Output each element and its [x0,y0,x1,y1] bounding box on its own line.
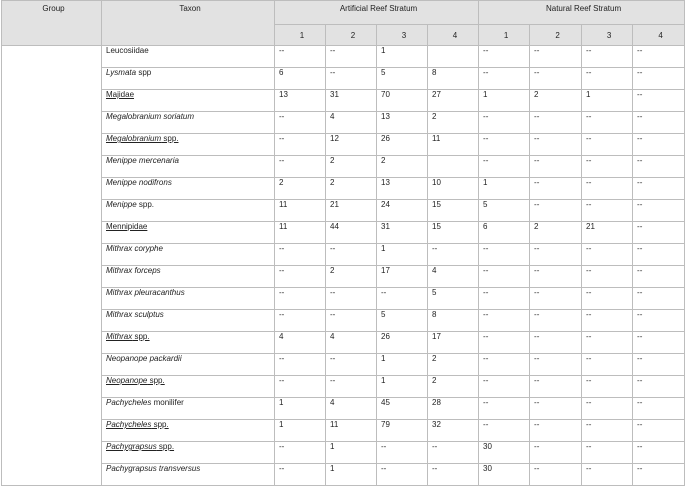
stratum-header: 1 [275,25,326,46]
natural-stratum-3-count: -- [582,200,633,222]
artificial-stratum-2-count: 4 [326,112,377,134]
table-row [2,222,685,244]
natural-stratum-3-count: -- [582,288,633,310]
natural-stratum-2-count: -- [530,354,582,376]
taxon-name-part: Majidae [106,90,135,99]
artificial-stratum-1-count: 11 [275,222,326,244]
natural-stratum-4-count: -- [633,288,685,310]
table-row [2,46,685,68]
table-row [2,442,685,464]
natural-stratum-2-count: -- [530,310,582,332]
artificial-stratum-2-count: 44 [326,222,377,244]
natural-stratum-1-count: -- [479,266,530,288]
natural-stratum-3-count: -- [582,310,633,332]
natural-stratum-4-count: -- [633,222,685,244]
artificial-stratum-3-count: 31 [377,222,428,244]
artificial-stratum-1-count: -- [275,354,326,376]
taxon-name-part: Mithrax forceps [106,266,161,275]
taxon-name-part: spp. [136,200,155,209]
natural-stratum-2-count: -- [530,244,582,266]
table-row [2,288,685,310]
artificial-stratum-1-count: -- [275,464,326,486]
taxon-name-part: Menippe [106,200,137,209]
taxon-cell [102,288,275,310]
artificial-stratum-4-count: 15 [428,222,479,244]
natural-stratum-1-count: -- [479,376,530,398]
natural-stratum-3-count: -- [582,398,633,420]
artificial-stratum-4-count [428,156,479,178]
artificial-stratum-4-count [428,46,479,68]
natural-stratum-2-count: -- [530,266,582,288]
stratum-header: 4 [428,25,479,46]
table-row [2,244,685,266]
artificial-stratum-2-count: 11 [326,420,377,442]
taxon-name-part: spp. [151,420,169,429]
stratum-header: 2 [530,25,582,46]
taxon-cell [102,442,275,464]
artificial-stratum-4-count: 11 [428,134,479,156]
natural-stratum-4-count: -- [633,112,685,134]
natural-stratum-2-count: -- [530,420,582,442]
artificial-stratum-3-count: 1 [377,354,428,376]
natural-stratum-2-count: -- [530,68,582,90]
taxon-name-part: monilifer [151,398,184,407]
artificial-stratum-3-count: 13 [377,112,428,134]
artificial-stratum-1-count: 2 [275,178,326,200]
natural-stratum-1-count: -- [479,310,530,332]
taxon-name-part: spp [136,68,152,77]
natural-stratum-1-count: 30 [479,464,530,486]
natural-stratum-4-count: -- [633,266,685,288]
artificial-stratum-4-count: 2 [428,376,479,398]
natural-stratum-2-count: -- [530,46,582,68]
taxon-cell [102,156,275,178]
artificial-stratum-4-count: 10 [428,178,479,200]
natural-stratum-4-count: -- [633,310,685,332]
artificial-stratum-4-count: 32 [428,420,479,442]
taxon-name-part: Megalobranium soriatum [106,112,195,121]
taxon-name-part: spp. [132,332,150,341]
artificial-stratum-1-count: -- [275,112,326,134]
natural-stratum-1-count: -- [479,420,530,442]
natural-stratum-4-count: -- [633,332,685,354]
natural-stratum-3-count: -- [582,134,633,156]
taxon-name-part: Neopanope [106,376,148,385]
natural-stratum-2-count: -- [530,464,582,486]
artificial-stratum-3-count: 79 [377,420,428,442]
natural-stratum-3-count: -- [582,156,633,178]
artificial-stratum-4-count: 17 [428,332,479,354]
table-row [2,376,685,398]
natural-stratum-4-count: -- [633,156,685,178]
natural-stratum-1-count: -- [479,112,530,134]
taxon-name-part: Pachycheles [106,420,152,429]
natural-stratum-1-count: 30 [479,442,530,464]
artificial-stratum-2-count: -- [326,46,377,68]
stratum-header: 2 [326,25,377,46]
taxon-cell [102,332,275,354]
natural-stratum-4-count: -- [633,178,685,200]
artificial-stratum-2-count: -- [326,376,377,398]
natural-stratum-1-count: -- [479,398,530,420]
taxon-cell [102,222,275,244]
taxon-name-part: Mithrax coryphe [106,244,163,253]
natural-stratum-1-count: -- [479,156,530,178]
artificial-stratum-4-count: 28 [428,398,479,420]
artificial-stratum-4-count: -- [428,464,479,486]
artificial-stratum-1-count: -- [275,244,326,266]
taxon-name-part: Lysmata [106,68,137,77]
artificial-stratum-4-count: 4 [428,266,479,288]
natural-stratum-3-count: -- [582,46,633,68]
artificial-stratum-2-count: -- [326,244,377,266]
natural-stratum-3-count: 21 [582,222,633,244]
artificial-stratum-1-count: 13 [275,90,326,112]
taxon-cell [102,90,275,112]
natural-stratum-4-count: -- [633,134,685,156]
natural-stratum-3-count: -- [582,178,633,200]
taxon-name-part: Pachygrapsus transversus [106,464,201,473]
stratum-header: 3 [582,25,633,46]
artificial-stratum-3-count: -- [377,464,428,486]
artificial-stratum-3-count: 1 [377,376,428,398]
natural-stratum-1-count: 6 [479,222,530,244]
artificial-reef-stratum-header: Artificial Reef Stratum [275,1,479,25]
taxon-name-part: Megalobranium [106,134,162,143]
artificial-stratum-1-count: -- [275,134,326,156]
artificial-stratum-1-count: 11 [275,200,326,222]
table-row [2,354,685,376]
taxon-cell [102,266,275,288]
artificial-stratum-2-count: 21 [326,200,377,222]
artificial-stratum-3-count: 5 [377,310,428,332]
artificial-stratum-2-count: 1 [326,442,377,464]
natural-stratum-4-count: -- [633,68,685,90]
taxon-cell [102,178,275,200]
natural-stratum-3-count: -- [582,266,633,288]
taxon-name-part: Mennipidae [106,222,148,231]
artificial-stratum-1-count: 1 [275,420,326,442]
artificial-stratum-3-count: 13 [377,178,428,200]
table-row [2,112,685,134]
stratum-header: 4 [633,25,685,46]
artificial-stratum-2-count: 12 [326,134,377,156]
natural-reef-stratum-header: Natural Reef Stratum [479,1,685,25]
artificial-stratum-3-count: 17 [377,266,428,288]
natural-stratum-4-count: -- [633,376,685,398]
taxon-cell [102,134,275,156]
artificial-stratum-4-count: 27 [428,90,479,112]
taxon-cell [102,112,275,134]
artificial-stratum-1-count: 6 [275,68,326,90]
artificial-stratum-1-count: 1 [275,398,326,420]
natural-stratum-3-count: 1 [582,90,633,112]
natural-stratum-1-count: -- [479,288,530,310]
natural-stratum-1-count: -- [479,354,530,376]
table-row [2,90,685,112]
natural-stratum-1-count: -- [479,244,530,266]
table-row [2,464,685,486]
artificial-stratum-3-count: 1 [377,244,428,266]
natural-stratum-3-count: -- [582,464,633,486]
artificial-stratum-1-count: -- [275,156,326,178]
artificial-stratum-4-count: 8 [428,68,479,90]
artificial-stratum-4-count: 2 [428,112,479,134]
natural-stratum-2-count: -- [530,442,582,464]
natural-stratum-1-count: 1 [479,90,530,112]
artificial-stratum-3-count: 24 [377,200,428,222]
taxon-name-part: Menippe mercenaria [106,156,179,165]
natural-stratum-1-count: -- [479,332,530,354]
natural-stratum-2-count: -- [530,398,582,420]
taxon-cell [102,244,275,266]
taxon-name-part: spp. [147,376,165,385]
artificial-stratum-3-count: 5 [377,68,428,90]
natural-stratum-4-count: -- [633,398,685,420]
table-row [2,68,685,90]
artificial-stratum-1-count: -- [275,46,326,68]
artificial-stratum-3-count: 26 [377,134,428,156]
taxon-name-part: spp. [161,134,179,143]
table-row [2,156,685,178]
natural-stratum-4-count: -- [633,354,685,376]
natural-stratum-1-count: 1 [479,178,530,200]
natural-stratum-4-count: -- [633,420,685,442]
natural-stratum-1-count: -- [479,68,530,90]
natural-stratum-4-count: -- [633,244,685,266]
artificial-stratum-1-count: -- [275,376,326,398]
natural-stratum-2-count: -- [530,112,582,134]
natural-stratum-3-count: -- [582,112,633,134]
taxon-name-part: spp. [156,442,175,451]
artificial-stratum-1-count: 4 [275,332,326,354]
artificial-stratum-3-count: 26 [377,332,428,354]
artificial-stratum-2-count: 4 [326,332,377,354]
table-row [2,134,685,156]
natural-stratum-2-count: 2 [530,90,582,112]
natural-stratum-1-count: -- [479,134,530,156]
natural-stratum-2-count: -- [530,288,582,310]
taxon-name-part: Leucosiidae [106,46,149,55]
natural-stratum-3-count: -- [582,420,633,442]
table-row [2,420,685,442]
artificial-stratum-2-count: 4 [326,398,377,420]
natural-stratum-4-count: -- [633,46,685,68]
table-row [2,310,685,332]
artificial-stratum-2-count: 1 [326,464,377,486]
table-row [2,200,685,222]
artificial-stratum-1-count: -- [275,266,326,288]
natural-stratum-1-count: 5 [479,200,530,222]
natural-stratum-2-count: -- [530,156,582,178]
artificial-stratum-1-count: -- [275,288,326,310]
taxon-cell [102,354,275,376]
artificial-stratum-2-count: 31 [326,90,377,112]
stratum-header: 1 [479,25,530,46]
artificial-stratum-4-count: -- [428,442,479,464]
artificial-stratum-4-count: 5 [428,288,479,310]
taxon-name-part: Mithrax sculptus [106,310,164,319]
taxon-name-part: Pachygrapsus [106,442,157,451]
table-row [2,266,685,288]
artificial-stratum-2-count: -- [326,288,377,310]
natural-stratum-2-count: 2 [530,222,582,244]
natural-stratum-4-count: -- [633,90,685,112]
artificial-stratum-2-count: 2 [326,266,377,288]
table-row [2,178,685,200]
artificial-stratum-4-count: 15 [428,200,479,222]
group-cell [2,46,102,486]
table-row [2,332,685,354]
artificial-stratum-1-count: -- [275,310,326,332]
taxon-name-part: Neopanope packardii [106,354,182,363]
artificial-stratum-3-count: 70 [377,90,428,112]
taxon-name-part: Menippe nodifrons [106,178,172,187]
taxon-name-part: Pachycheles [106,398,152,407]
artificial-stratum-4-count: 8 [428,310,479,332]
natural-stratum-3-count: -- [582,244,633,266]
natural-stratum-2-count: -- [530,332,582,354]
group-header: Group [2,1,102,46]
natural-stratum-3-count: -- [582,442,633,464]
artificial-stratum-1-count: -- [275,442,326,464]
natural-stratum-4-count: -- [633,200,685,222]
taxon-cell [102,420,275,442]
taxon-cell [102,68,275,90]
natural-stratum-2-count: -- [530,134,582,156]
artificial-stratum-2-count: 2 [326,178,377,200]
taxon-abundance-table [1,0,685,486]
natural-stratum-3-count: -- [582,376,633,398]
taxon-cell [102,464,275,486]
natural-stratum-4-count: -- [633,464,685,486]
artificial-stratum-2-count: 2 [326,156,377,178]
taxon-name-part: Mithrax pleuracanthus [106,288,185,297]
artificial-stratum-2-count: -- [326,68,377,90]
artificial-stratum-4-count: 2 [428,354,479,376]
taxon-cell [102,46,275,68]
taxon-cell [102,200,275,222]
artificial-stratum-3-count: 2 [377,156,428,178]
natural-stratum-1-count: -- [479,46,530,68]
table-row [2,398,685,420]
artificial-stratum-2-count: -- [326,310,377,332]
taxon-cell [102,376,275,398]
taxon-cell [102,310,275,332]
artificial-stratum-3-count: 1 [377,46,428,68]
natural-stratum-2-count: -- [530,200,582,222]
natural-stratum-4-count: -- [633,442,685,464]
taxon-name-part: Mithrax [106,332,133,341]
table-body [2,46,685,486]
natural-stratum-2-count: -- [530,178,582,200]
natural-stratum-3-count: -- [582,332,633,354]
artificial-stratum-3-count: 45 [377,398,428,420]
artificial-stratum-3-count: -- [377,442,428,464]
taxon-header: Taxon [102,1,275,46]
artificial-stratum-3-count: -- [377,288,428,310]
taxon-cell [102,398,275,420]
artificial-stratum-2-count: -- [326,354,377,376]
artificial-stratum-4-count: -- [428,244,479,266]
natural-stratum-2-count: -- [530,376,582,398]
natural-stratum-3-count: -- [582,68,633,90]
stratum-header: 3 [377,25,428,46]
natural-stratum-3-count: -- [582,354,633,376]
